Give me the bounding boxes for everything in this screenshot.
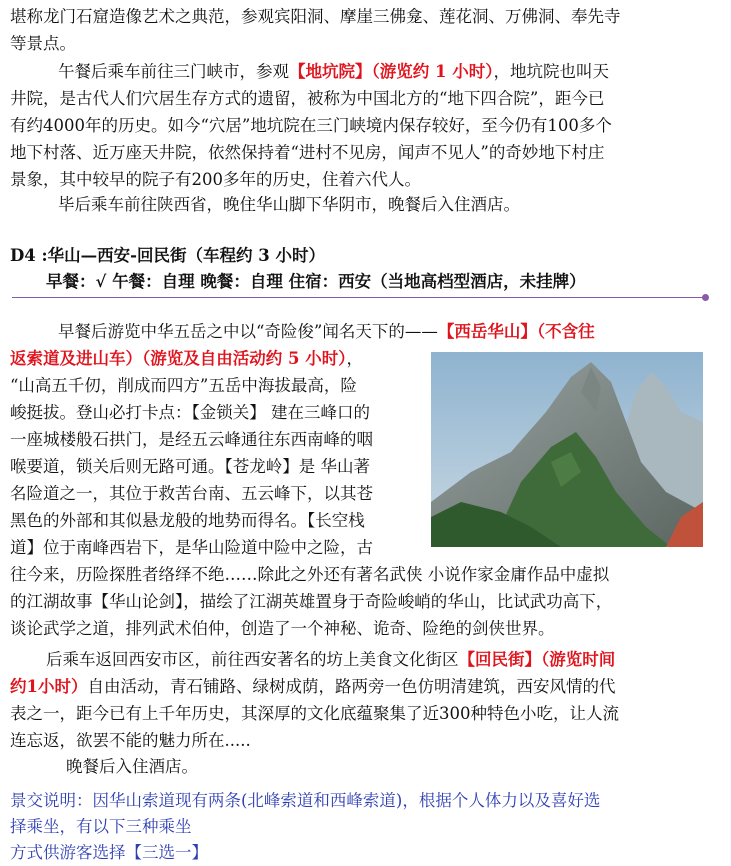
note-line-1: 景交说明：因华山索道现有两条(北峰索道和西峰索道)，根据个人体力以及喜好选 xyxy=(10,791,601,810)
huashan-text: ， xyxy=(346,349,363,368)
huashan-line-1 xyxy=(58,318,595,345)
section-divider xyxy=(12,297,706,298)
huashan-highlight: 返索道及进山车）（游览及自由活动约 5 小时） xyxy=(10,349,347,368)
note-line-2: 择乘坐，有以下三种乘坐 xyxy=(10,817,192,836)
huashan-photo xyxy=(431,352,703,547)
intro-line-1: 堪称龙门石窟造像艺术之典范，参观宾阳洞、摩崖三佛龛、莲花洞、万佛洞、奉先寺 xyxy=(10,7,621,26)
huashan-line-12: 谈论武学之道，排列武术伯仲，创造了一个神秘、诡奇、险绝的剑侠世界。 xyxy=(10,619,555,638)
huashan-line-9: 道】位于南峰西岩下，是华山险道中险中之险，古 xyxy=(10,538,373,557)
huimin-line-5: 晚餐后入住酒店。 xyxy=(66,757,198,776)
sanmenxia-line-5: 景象，其中较早的院子有200多年的历史，住着六代人。 xyxy=(10,170,421,189)
sanmenxia-line-6: 毕后乘车前往陕西省，晚住华山脚下华阴市，晚餐后入住酒店。 xyxy=(58,195,520,214)
huashan-line-5: 一座城楼般石拱门，是经五云峰通往东西南峰的咽 xyxy=(10,430,373,449)
huashan-line-6: 喉要道，锁关后则无路可通。【苍龙岭】是 华山著 xyxy=(10,457,370,476)
sanmenxia-line-1 xyxy=(58,58,609,85)
sanmenxia-text: 午餐后乘车前往三门峡市，参观 xyxy=(58,62,289,81)
sanmenxia-line-3: 有约4000年的历史。如今“穴居”地坑院在三门峡境内保存较好，至今仍有100多个 xyxy=(10,116,612,135)
huimin-line-2 xyxy=(10,673,615,700)
huashan-text: 早餐后游览中华五岳之中以“奇险俊”闻名天下的—— xyxy=(58,322,438,341)
dikengyuan-highlight: 【地坑院】（游览约 1 小时） xyxy=(289,62,494,81)
huimin-line-3: 表之一，距今已有上千年历史，其深厚的文化底蕴聚集了近300种特色小吃，让人流 xyxy=(10,704,619,723)
huimin-highlight: 约1小时） xyxy=(10,677,88,696)
sanmenxia-line-2: 井院，是古代人们穴居生存方式的遗留，被称为中国北方的“地下四合院”，距今已 xyxy=(10,89,605,108)
huashan-line-11: 的江湖故事【华山论剑】，描绘了江湖英雄置身于奇险峻峭的华山，比试武功高下， xyxy=(10,592,613,611)
huimin-text: 自由活动，青石铺路、绿树成荫，路两旁一色仿明清建筑，西安风情的代 xyxy=(87,677,616,696)
sanmenxia-text: ，地坑院也叫天 xyxy=(493,62,609,81)
intro-line-2: 等景点。 xyxy=(10,34,76,53)
day4-title: D4 :华山—西安-回民街（车程约 3 小时） xyxy=(10,246,325,265)
huimin-highlight: 【回民街】（游览时间 xyxy=(458,650,616,669)
divider-dot xyxy=(702,294,709,301)
huashan-line-4: 峻挺拔。登山必打卡点：【金锁关】 建在三峰口的 xyxy=(10,403,370,422)
huashan-line-2 xyxy=(10,345,363,372)
huashan-highlight: 【西岳华山】（不含往 xyxy=(437,322,595,341)
huimin-line-4: 连忘返，欲罢不能的魅力所在..... xyxy=(10,731,251,750)
huashan-line-3: “山高五千仞，削成而四方”五岳中海拔最高，险 xyxy=(10,376,357,395)
sanmenxia-line-4: 地下村落、近万座天井院，依然保持着“进村不见房，闻声不见人”的奇妙地下村庄 xyxy=(10,143,605,162)
huimin-line-1 xyxy=(46,646,615,673)
day4-meals: 早餐：√ 午餐：自理 晚餐：自理 住宿：西安（当地高档型酒店，未挂牌） xyxy=(46,272,586,291)
huashan-line-8: 黑色的外部和其似悬龙般的地势而得名。【长空栈 xyxy=(10,511,365,530)
huashan-line-7: 名险道之一，其位于救苦台南、五云峰下，以其苍 xyxy=(10,484,373,503)
huimin-text: 后乘车返回西安市区，前往西安著名的坊上美食文化街区 xyxy=(46,650,459,669)
huashan-line-10: 往今来，历险探胜者络绎不绝……除此之外还有著名武侠 小说作家金庸作品中虚拟 xyxy=(10,565,610,584)
note-line-3: 方式供游客选择【三选一】 xyxy=(10,843,208,862)
